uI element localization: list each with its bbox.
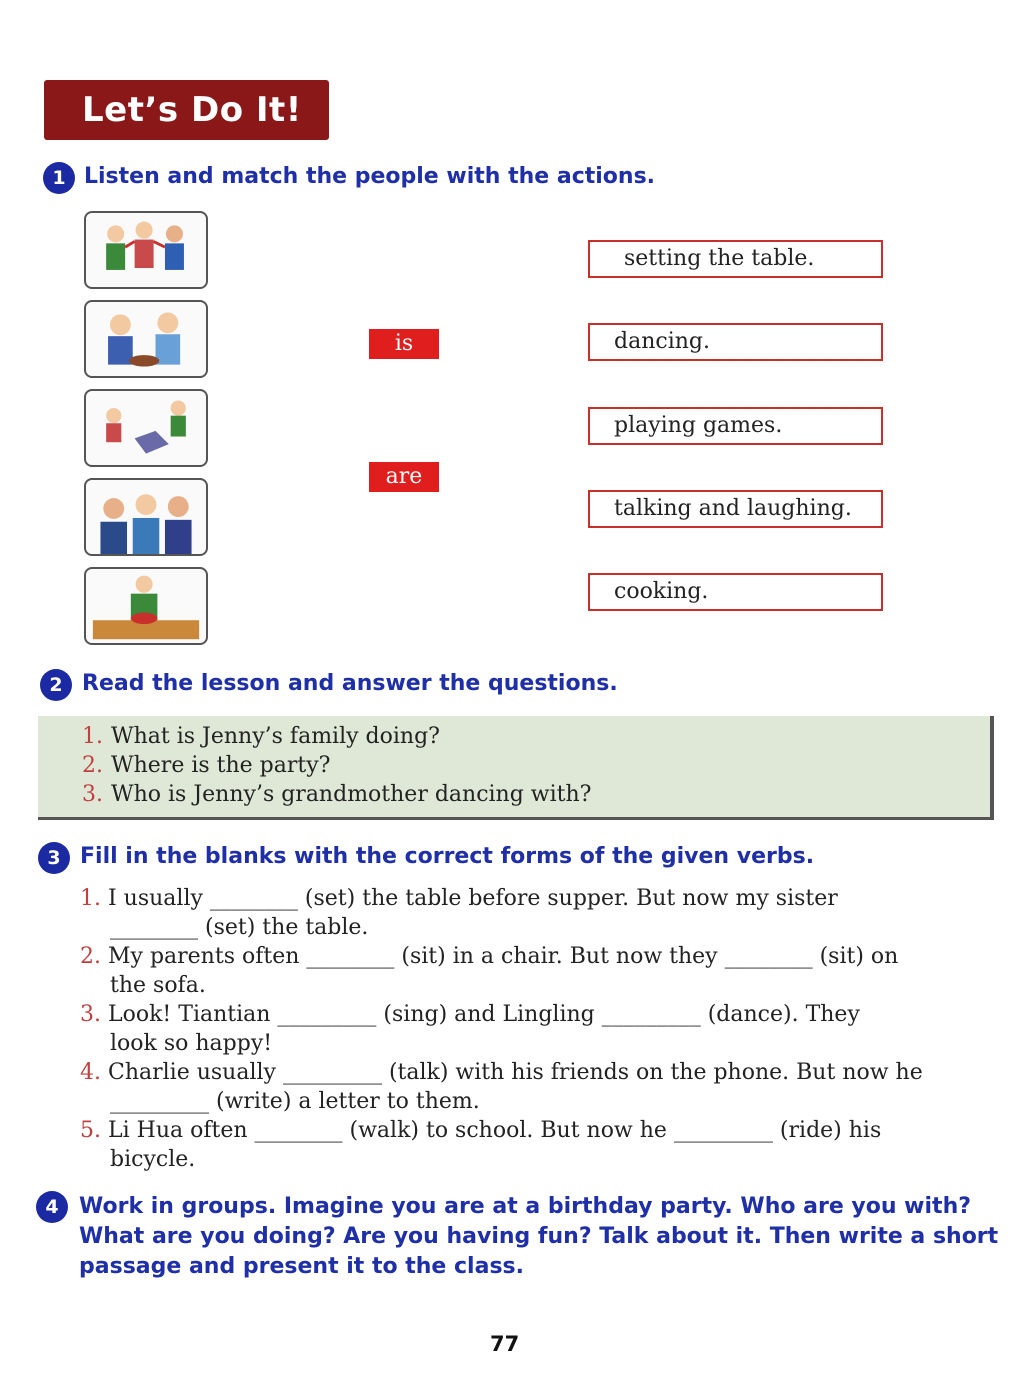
picture-cooking-pair [84, 300, 208, 378]
fill-text: look so happy! [110, 1031, 273, 1056]
section-1-heading: Listen and match the people with the actions. [84, 164, 656, 189]
action-dancing: dancing. [588, 323, 883, 361]
fill-line [110, 1145, 195, 1174]
question-number: 3. [82, 782, 103, 807]
picture-playing-games [84, 389, 208, 467]
fill-number: 2. [80, 944, 101, 969]
fill-number: 3. [80, 1002, 101, 1027]
section-3-number: 3 [38, 842, 70, 874]
action-playing-games: playing games. [588, 407, 883, 445]
fill-text: I usually ________ (set) the table before supper. But now my sister [108, 886, 838, 911]
section-4-text: Work in groups. Imagine you are at a birthday party. Who are you with? What are you doing? Are you having fun? Talk about it. Then write a short passage and present it to the class. [79, 1194, 999, 1279]
fill-text: ________ (set) the table. [110, 915, 369, 940]
question-number: 1. [82, 724, 103, 749]
fill-line [80, 1000, 860, 1029]
fill-text: _________ (write) a letter to them. [110, 1089, 480, 1114]
fill-number: 4. [80, 1060, 101, 1085]
fill-line [110, 1087, 480, 1116]
section-2-heading: Read the lesson and answer the questions. [82, 671, 618, 696]
picture-dancing-group [84, 211, 208, 289]
action-talking-laughing: talking and laughing. [588, 490, 883, 528]
picture-talking-laughing [84, 478, 208, 556]
fill-line [80, 884, 838, 913]
fill-line [80, 942, 898, 971]
fill-text: the sofa. [110, 973, 206, 998]
fill-number: 1. [80, 886, 101, 911]
question-text: Who is Jenny’s grandmother dancing with? [111, 782, 592, 807]
fill-line [110, 913, 368, 942]
question-text: What is Jenny’s family doing? [111, 724, 440, 749]
question-text: Where is the party? [111, 753, 331, 778]
question-item [82, 724, 440, 749]
section-banner: Let’s Do It! [44, 80, 329, 140]
verb-is: is [369, 329, 439, 359]
picture-cooking-man [84, 567, 208, 645]
fill-text: My parents often ________ (sit) in a chair. But now they ________ (sit) on [108, 944, 899, 969]
section-1-number: 1 [43, 162, 75, 194]
fill-text: Li Hua often ________ (walk) to school. But now he _________ (ride) his [108, 1118, 882, 1143]
fill-line [80, 1058, 923, 1087]
fill-text: Look! Tiantian _________ (sing) and Lingling _________ (dance). They [108, 1002, 860, 1027]
fill-number: 5. [80, 1118, 101, 1143]
page-number: 77 [490, 1332, 520, 1356]
section-2-number: 2 [40, 669, 72, 701]
question-number: 2. [82, 753, 103, 778]
section-4-number: 4 [36, 1191, 68, 1223]
fill-text: Charlie usually _________ (talk) with his friends on the phone. But now he [108, 1060, 923, 1085]
question-item [82, 782, 591, 807]
fill-line [110, 971, 206, 1000]
verb-are: are [369, 462, 439, 492]
fill-line [110, 1029, 272, 1058]
action-setting-table: setting the table. [588, 240, 883, 278]
action-cooking: cooking. [588, 573, 883, 611]
questions-box [38, 716, 994, 820]
section-3-heading: Fill in the blanks with the correct forms of the given verbs. [80, 844, 815, 869]
question-item [82, 753, 330, 778]
fill-line [80, 1116, 881, 1145]
fill-text: bicycle. [110, 1147, 196, 1172]
